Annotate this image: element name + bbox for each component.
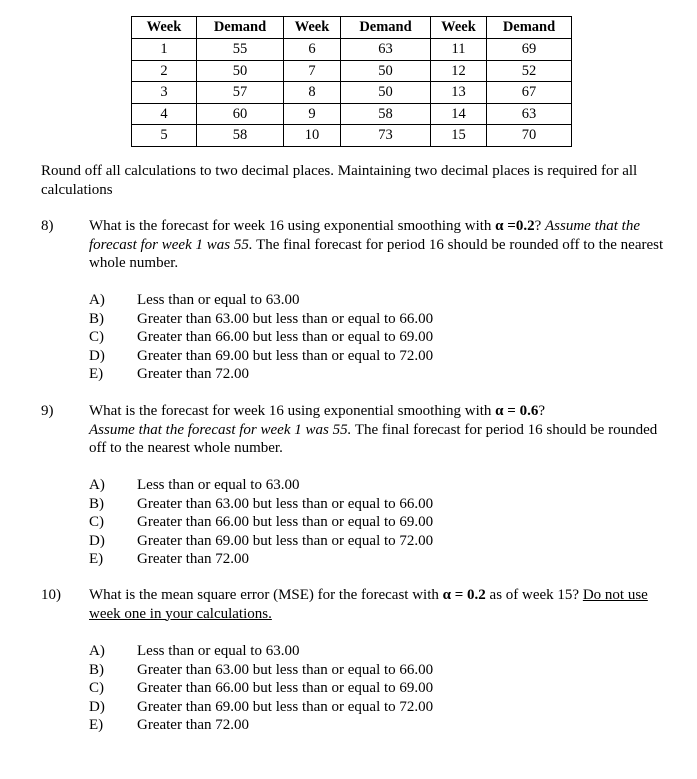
answer-option[interactable]: E) Greater than 72.00 (89, 717, 250, 733)
answer-option[interactable]: B) Greater than 63.00 but less than or equal to 66.00 (89, 495, 434, 512)
question-stem: What is the forecast for week 16 using exponential smoothing with α =0.2? Assume that the forecast for week 1 was 55. The final forecast for period 16 should be rounded off to the nearest whole number. (89, 218, 664, 271)
table-cell: 52 (487, 60, 572, 82)
demand-table (131, 16, 572, 147)
answer-option[interactable]: D) Greater than 69.00 but less than or equal to 72.00 (89, 698, 434, 715)
answer-option[interactable]: B) Greater than 63.00 but less than or equal to 66.00 (89, 661, 434, 678)
answer-option[interactable]: D) Greater than 69.00 but less than or equal to 72.00 (89, 347, 434, 364)
question-stem: What is the forecast for week 16 using exponential smoothing with α = 0.6? Assume that the forecast for week 1 was 55. The final forecast for period 16 should be rounded off to the nearest whole number. (89, 403, 658, 456)
table-cell: 6 (284, 39, 341, 61)
answer-option[interactable]: B) Greater than 63.00 but less than or equal to 66.00 (89, 310, 434, 327)
table-cell: 3 (132, 82, 197, 104)
table-cell: 50 (341, 82, 431, 104)
header-week: Week (431, 17, 487, 39)
table-cell: 10 (284, 125, 341, 147)
table-cell: 60 (197, 103, 284, 125)
question-number: 8) (41, 218, 54, 234)
question-stem: What is the mean square error (MSE) for the forecast with α = 0.2 as of week 15? Do not use week one in your calculations. (89, 587, 648, 622)
answer-options (89, 291, 433, 384)
table-header-row (132, 17, 572, 39)
alpha-value: α = 0.2 (442, 587, 486, 603)
answer-option[interactable]: C) Greater than 66.00 but less than or equal to 69.00 (89, 680, 434, 696)
answer-option[interactable]: C) Greater than 66.00 but less than or equal to 69.00 (89, 514, 434, 530)
table-row (132, 103, 572, 125)
table-cell: 73 (341, 125, 431, 147)
answer-options (89, 642, 433, 735)
header-week: Week (284, 17, 341, 39)
question-number: 10) (41, 587, 61, 603)
table-cell: 67 (487, 82, 572, 104)
table-cell: 12 (431, 60, 487, 82)
table-cell: 55 (197, 39, 284, 61)
answer-options (89, 476, 433, 569)
table-cell: 4 (132, 103, 197, 125)
table-cell: 57 (197, 82, 284, 104)
answer-option[interactable]: A) Less than or equal to 63.00 (89, 643, 300, 659)
table-cell: 1 (132, 39, 197, 61)
underlined-note: Do not use week one in your calculations. (89, 587, 648, 622)
table-cell: 50 (341, 60, 431, 82)
answer-option[interactable]: A) Less than or equal to 63.00 (89, 292, 300, 308)
table-cell: 63 (341, 39, 431, 61)
alpha-value: α =0.2 (495, 218, 535, 234)
table-cell: 14 (431, 103, 487, 125)
alpha-value: α = 0.6 (495, 403, 539, 419)
answer-option[interactable]: A) Less than or equal to 63.00 (89, 477, 300, 493)
header-demand: Demand (197, 17, 284, 39)
table-cell: 15 (431, 125, 487, 147)
answer-option[interactable]: C) Greater than 66.00 but less than or equal to 69.00 (89, 329, 434, 345)
table-cell: 58 (341, 103, 431, 125)
table-row (132, 125, 572, 147)
table-cell: 5 (132, 125, 197, 147)
table-row (132, 60, 572, 82)
table-cell: 7 (284, 60, 341, 82)
table-row (132, 39, 572, 61)
table-row (132, 82, 572, 104)
table-cell: 50 (197, 60, 284, 82)
question-number: 9) (41, 403, 54, 419)
instructions-text: Round off all calculations to two decimal places. Maintaining two decimal places is required for all calculations (41, 163, 638, 198)
assumption-text: Assume that the forecast for week 1 was 55. (89, 421, 352, 438)
table-cell: 2 (132, 60, 197, 82)
answer-option[interactable]: E) Greater than 72.00 (89, 366, 250, 382)
table-cell: 69 (487, 39, 572, 61)
header-demand: Demand (341, 17, 431, 39)
table-cell: 63 (487, 103, 572, 125)
table-cell: 58 (197, 125, 284, 147)
header-demand: Demand (487, 17, 572, 39)
table-cell: 13 (431, 82, 487, 104)
table-cell: 70 (487, 125, 572, 147)
table-cell: 8 (284, 82, 341, 104)
table-cell: 11 (431, 39, 487, 61)
answer-option[interactable]: D) Greater than 69.00 but less than or equal to 72.00 (89, 532, 434, 549)
table-cell: 9 (284, 103, 341, 125)
assumption-text: Assume that the forecast for week 1 was 55. (89, 218, 641, 253)
answer-option[interactable]: E) Greater than 72.00 (89, 551, 250, 567)
header-week: Week (132, 17, 197, 39)
